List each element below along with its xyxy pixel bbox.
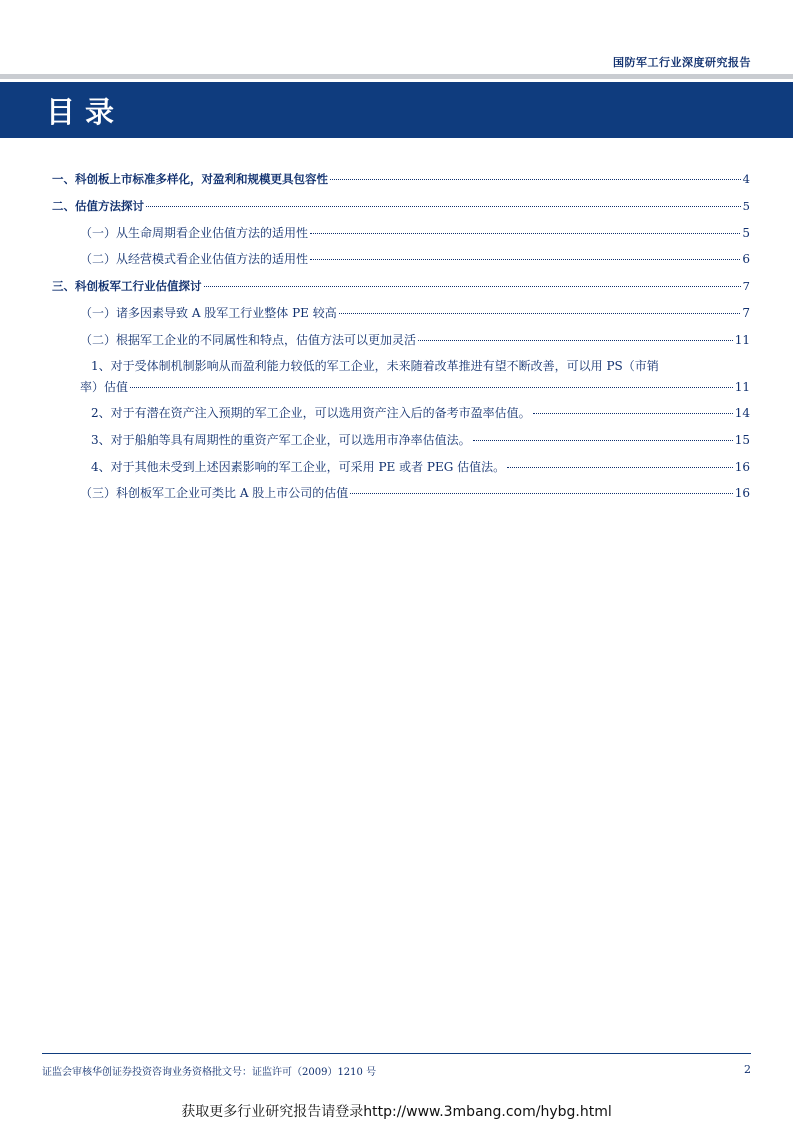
toc-page-number: 15 — [734, 433, 750, 447]
toc-leader — [146, 206, 741, 207]
toc-leader — [473, 440, 733, 441]
toc-page-number: 11 — [734, 333, 750, 347]
toc-entry-text: 3、对于船舶等具有周期性的重资产军工企业，可以选用市净率估值法。 — [91, 433, 471, 447]
footer-rule — [42, 1053, 751, 1054]
toc-page-number: 4 — [742, 172, 750, 186]
toc-page-number: 16 — [734, 486, 750, 500]
toc-entry[interactable] — [52, 224, 750, 242]
toc-entry-text: （一）从生命周期看企业估值方法的适用性 — [80, 226, 309, 240]
toc-entry[interactable] — [52, 404, 750, 422]
toc-entry-text: （二）从经营模式看企业估值方法的适用性 — [80, 252, 309, 266]
toc-entry-text: 二、估值方法探讨 — [52, 199, 144, 213]
toc-entry[interactable] — [52, 331, 750, 349]
report-title: 国防军工行业深度研究报告 — [613, 56, 751, 69]
toc-entry[interactable] — [52, 458, 750, 476]
toc-page-number: 7 — [742, 279, 750, 293]
toc-entry[interactable] — [52, 250, 750, 268]
toc-entry[interactable] — [52, 304, 750, 322]
toc-leader — [339, 313, 741, 314]
toc-leader — [204, 286, 741, 287]
footer-license: 证监会审核华创证券投资咨询业务资格批文号：证监许可（2009）1210 号 — [42, 1067, 377, 1078]
toc-leader — [350, 493, 732, 494]
toc-entry[interactable] — [52, 197, 750, 215]
toc-entry-text: 一、科创板上市标准多样化，对盈利和规模更具包容性 — [52, 172, 328, 186]
toc-page-number: 14 — [734, 406, 750, 420]
toc-entry-text: 1、对于受体制机制影响从而盈利能力较低的军工企业，未来随着改革推进有望不断改善，可以用 PS（市销 — [91, 359, 659, 373]
toc-leader — [310, 233, 740, 234]
toc-leader — [507, 467, 733, 468]
toc-leader — [310, 259, 740, 260]
toc-entry[interactable] — [52, 277, 750, 295]
toc-entry-text: 2、对于有潜在资产注入预期的军工企业，可以选用资产注入后的备考市盈率估值。 — [91, 406, 531, 420]
toc-entry[interactable] — [52, 378, 750, 396]
toc-entry[interactable] — [52, 170, 750, 188]
header-rule — [0, 74, 793, 79]
toc-leader — [418, 340, 733, 341]
promo-link-text[interactable]: 获取更多行业研究报告请登录http://www.3mbang.com/hybg.html — [181, 1104, 612, 1120]
toc-page-number: 16 — [734, 460, 750, 474]
toc-entry-text: （二）根据军工企业的不同属性和特点，估值方法可以更加灵活 — [80, 333, 417, 347]
toc-page-number: 6 — [742, 252, 750, 266]
toc-entry-text-continued: 率）估值 — [80, 380, 129, 394]
toc-entry-text: 三、科创板军工行业估值探讨 — [52, 279, 202, 293]
toc-page-number: 5 — [742, 199, 750, 213]
toc-entry[interactable] — [52, 484, 750, 502]
toc-entry-text: （一）诸多因素导致 A 股军工行业整体 PE 较高 — [80, 306, 337, 320]
toc-entry-text: （三）科创板军工企业可类比 A 股上市公司的估值 — [80, 486, 349, 500]
toc-page-number: 11 — [734, 380, 750, 394]
toc-entry-text: 4、对于其他未受到上述因素影响的军工企业，可采用 PE 或者 PEG 估值法。 — [91, 460, 506, 474]
toc-leader — [130, 387, 733, 388]
toc-entry[interactable] — [52, 431, 750, 449]
toc-leader — [533, 413, 733, 414]
toc-page-number: 7 — [742, 306, 750, 320]
toc-page-number: 5 — [742, 226, 750, 240]
toc-entry-wrapped-line[interactable] — [91, 357, 750, 375]
footer-page-number: 2 — [744, 1063, 751, 1076]
toc-title: 目录 — [46, 95, 125, 129]
toc-banner — [0, 82, 793, 138]
toc-leader — [330, 179, 741, 180]
